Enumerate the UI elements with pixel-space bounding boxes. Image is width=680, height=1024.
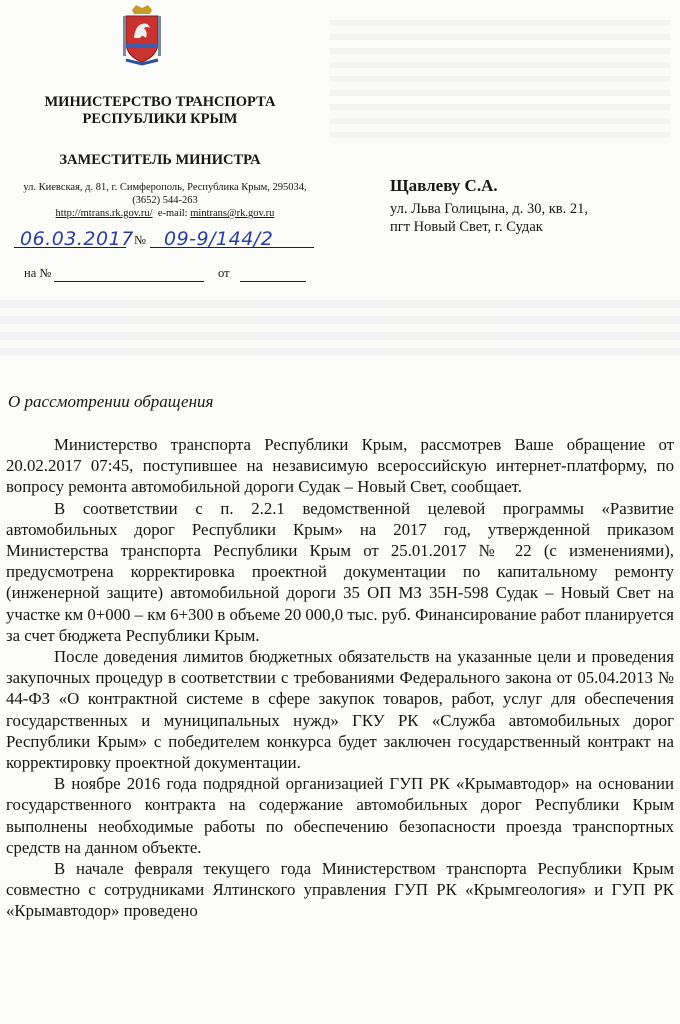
letter-subject: О рассмотрении обращения [8, 392, 214, 411]
ministry-line-1: МИНИСТЕРСТВО ТРАНСПОРТА [44, 94, 276, 110]
number-underline [150, 247, 314, 248]
address-line-1: ул. Киевская, д. 81, г. Симферополь, Республика Крым, 295034, [23, 182, 307, 193]
scan-bleed-through-band [0, 300, 680, 355]
recipient-address-line-1: ул. Льва Голицына, д. 30, кв. 21, [390, 201, 589, 217]
body-paragraph: В соответствии с п. 2.2.1 ведомственной целевой программы «Развитие автомобильных дорог Республики Крым» на 2017 год, утвержденной приказом Министерства транспорта Республики Крым от 25.01.2017 № 22 (с изменениями), предусмотрена корректировка проектной документации по капитальному ремонту (инженерной защите) автомобильной дороги 35 ОП МЗ 35Н-598 Судак – Новый Свет на участке км 0+000 – км 6+300 в объеме 20 000,0 тыс. руб. Финансирование работ планируется за счет бюджета Республики Крым. [6, 498, 675, 645]
contacts-line [10, 207, 320, 220]
recipient-block [390, 176, 670, 236]
email-label: e-mail: [157, 208, 188, 219]
letterhead-address [10, 181, 320, 220]
reference-number-label: на № [24, 266, 52, 280]
website-link[interactable]: http://mtrans.rk.gov.ru/ [55, 208, 153, 219]
recipient-address-line-2: пгт Новый Свет, г. Судак [390, 219, 543, 235]
ministry-name [20, 94, 300, 128]
reference-date-line [240, 281, 306, 282]
reference-number-line [54, 281, 204, 282]
scan-bleed-through [330, 20, 670, 140]
body-paragraph: Министерство транспорта Республики Крым, рассмотрев Ваше обращение от 20.02.2017 07:45, поступившее на независимую всероссийскую интернет-платформу, по вопросу ремонта автомобильной дороги Судак – Новый Свет, сообщает. [6, 435, 674, 497]
ministry-line-2: РЕСПУБЛИКИ КРЫМ [82, 111, 238, 127]
number-label: № [134, 233, 146, 247]
letter-body [6, 434, 674, 922]
email-link[interactable]: mintrans@rk.gov.ru [190, 208, 275, 219]
recipient-name: Щавлеву С.А. [390, 176, 498, 195]
position-title: ЗАМЕСТИТЕЛЬ МИНИСТРА [59, 152, 261, 168]
body-paragraph: В ноябре 2016 года подрядной организацией ГУП РК «Крымавтодор» на основании государственного контракта на содержание автомобильных дорог Республики Крым выполнены необходимые работы по обеспечению безопасности проезда транспортных средств на данном объекте. [6, 774, 674, 857]
body-paragraph: В начале февраля текущего года Министерством транспорта Республики Крым совместно с сотрудниками Ялтинского управления ГУП РК «Крымгеология» и ГУП РК «Крымавтодор» проведено [6, 859, 674, 921]
outgoing-date: 06.03.2017 [20, 228, 134, 250]
date-underline [14, 247, 126, 248]
crimea-coat-of-arms-icon [120, 4, 164, 66]
address-line-2: (3652) 544-263 [132, 195, 198, 206]
reference-from-label: от [218, 266, 230, 280]
body-paragraph: После доведения лимитов бюджетных обязательств на указанные цели и проведения закупочных процедур в соответствии с требованиями Федерального закона от 05.04.2013 № 44-ФЗ «О контрактной системе в сфере закупок товаров, работ, услуг для обеспечения государственных и муниципальных нужд» ГКУ РК «Служба автомобильных дорог Республики Крым» с победителем конкурса будет заключен государственный контракт на корректировку проектной документации. [6, 647, 674, 773]
outgoing-number: 09-9/144/2 [164, 228, 274, 250]
